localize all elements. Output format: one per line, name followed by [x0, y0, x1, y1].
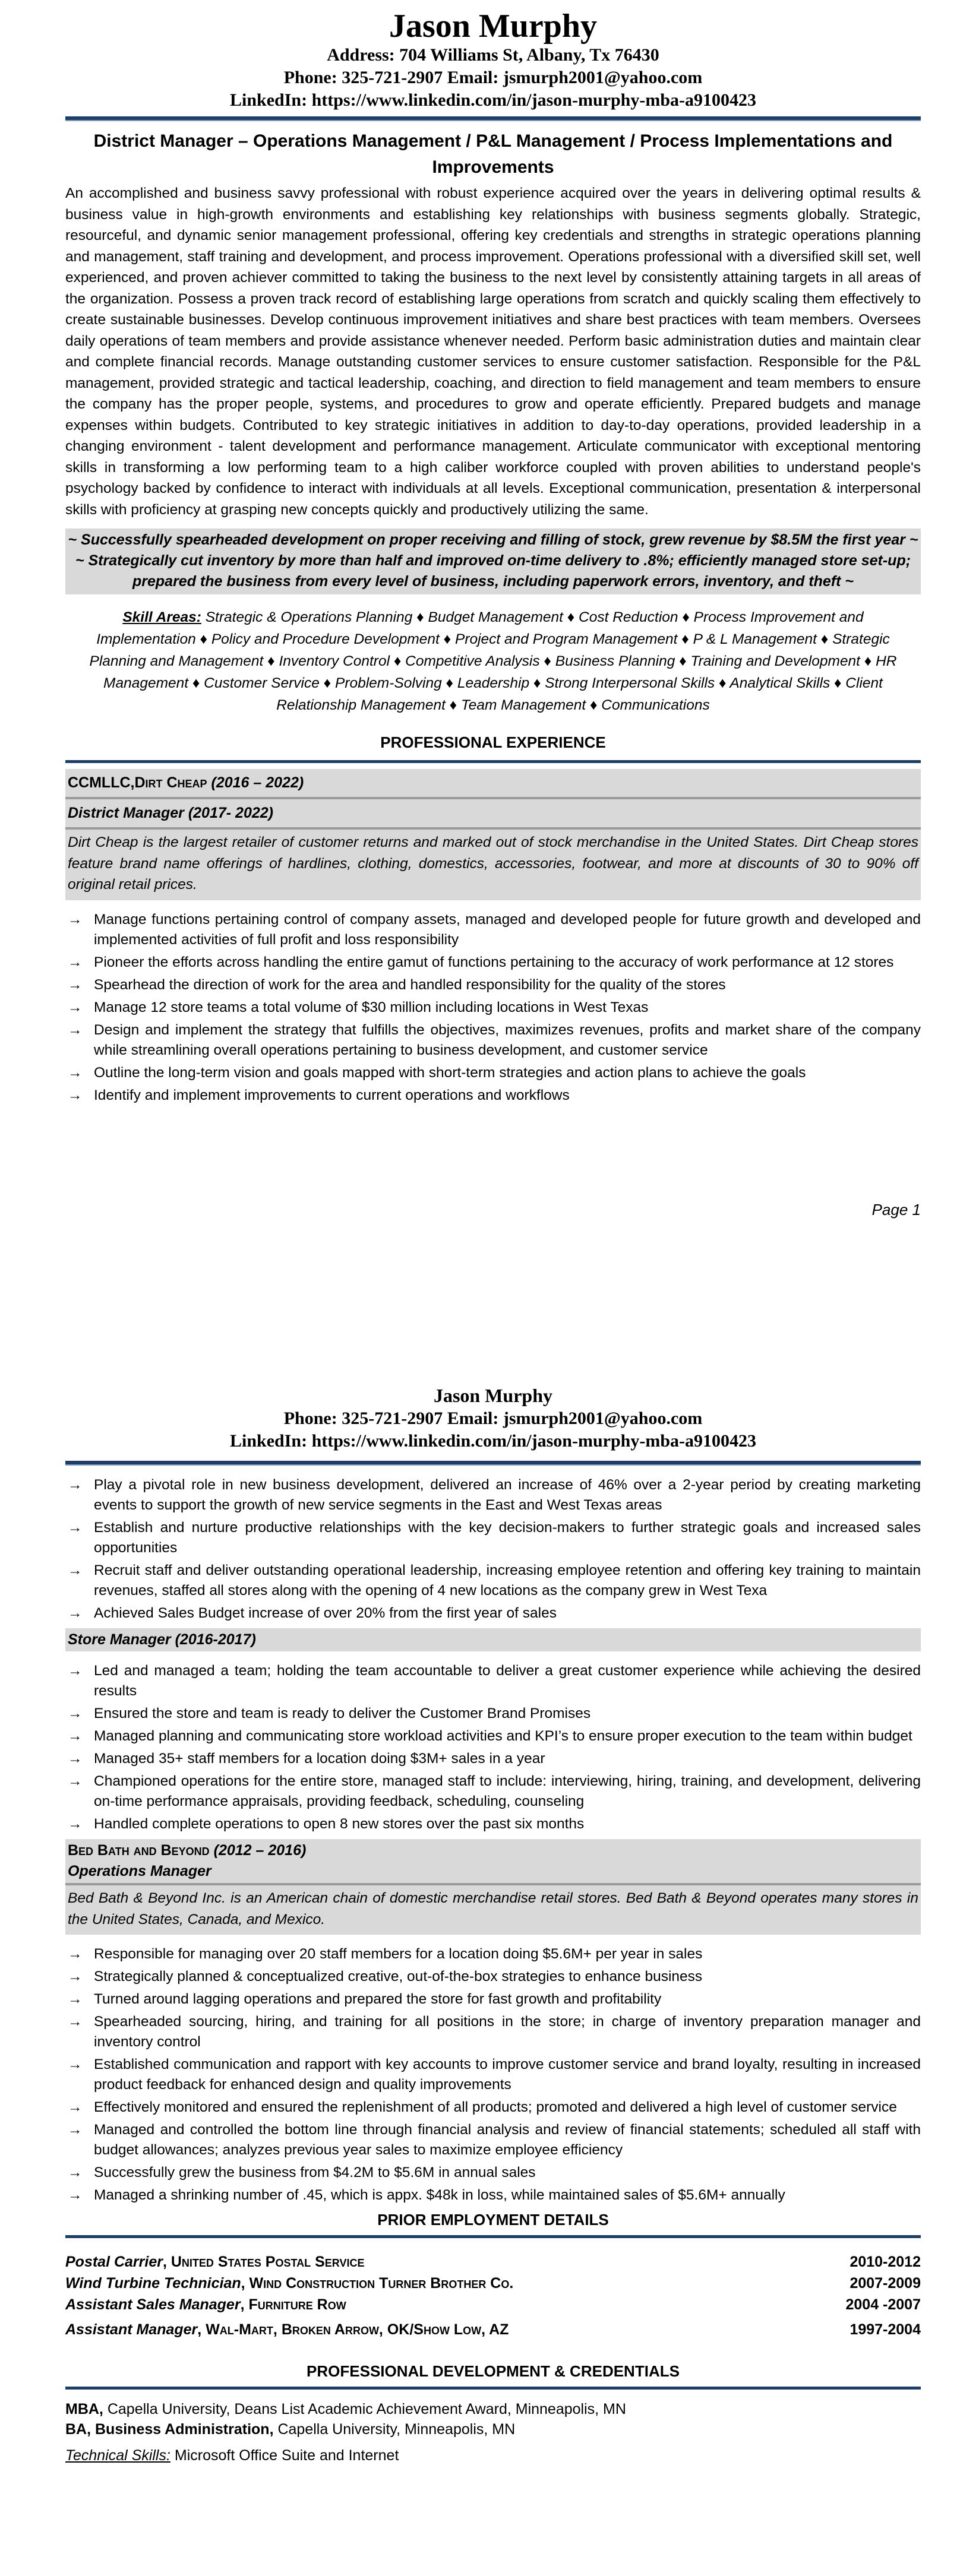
arrow-icon: → [68, 1087, 83, 1103]
list-item: → Managed and controlled the bottom line through financial analysis and review of financial statements; scheduled all staff with budget allowances; analyzes previous year sales to maximize employee efficiency [65, 2120, 921, 2160]
company-dates: (2016 – 2022) [207, 774, 304, 791]
list-item: → Managed planning and communicating store workload activities and KPI’s to ensure proper execution to the team within budget [65, 1726, 921, 1746]
list-item: → Manage functions pertaining control of company assets, managed and developed people for future growth and developed and implemented activities of full profit and loss responsibility [65, 910, 921, 950]
arrow-icon: → [68, 1064, 83, 1081]
arrow-icon: → [68, 1816, 83, 1832]
header-divider [65, 1461, 921, 1466]
job-role: Operations Manager [68, 1863, 211, 1879]
arrow-icon: → [68, 1751, 83, 1767]
arrow-icon: → [68, 1946, 83, 1962]
list-item: → Play a pivotal role in new business development, delivered an increase of 46% over a 2-year period by creating marketing events to support the growth of new service segments in the East and West Texas areas [65, 1475, 921, 1515]
resume-page-1 [65, 8, 921, 1108]
phone-email: Phone: 325-721-2907 Email: jsmurph2001@yahoo.com [283, 1409, 703, 1428]
achievement: ~ Strategically cut inventory by more than half and improved on-time delivery to .8%; efficiently managed store set-up; prepared the business from every level of business, including paperwork errors, inventory, and theft ~ [75, 552, 911, 590]
company-name: CCMLLC,Dirt Cheap [68, 774, 207, 791]
arrow-icon: → [68, 1477, 83, 1493]
prior-job-years: 2010-2012 [849, 2254, 921, 2270]
arrow-icon: → [68, 1605, 83, 1621]
prior-job-row: Postal Carrier, United States Postal Service 2010-2012 [65, 2251, 921, 2273]
phone-email: Phone: 325-721-2907 Email: jsmurph2001@yahoo.com [283, 68, 703, 87]
list-item: → Turned around lagging operations and prepared the store for fast growth and profitability [65, 1989, 921, 2009]
header-divider [65, 116, 921, 121]
achievement: ~ Successfully spearheaded development on proper receiving and filling of stock, grew revenue by $8.5M the first year ~ [68, 531, 918, 548]
skill-areas [71, 606, 915, 716]
prior-job-row: Assistant Sales Manager, Furniture Row 2004 -2007 [65, 2294, 921, 2315]
arrow-icon: → [68, 2122, 83, 2138]
arrow-icon: → [68, 2056, 83, 2072]
arrow-icon: → [68, 1021, 83, 1038]
arrow-icon: → [68, 1705, 83, 1721]
section-divider [65, 2387, 921, 2390]
arrow-icon: → [68, 2099, 83, 2115]
company-description: Bed Bath & Beyond Inc. is an American chain of domestic merchandise retail stores. Bed Bath & Beyond operates many stores in the United States, Canada, and Mexico. [65, 1885, 921, 1935]
prior-job-row: Assistant Manager, Wal-Mart, Broken Arrow, OK/Show Low, AZ 1997-2004 [65, 2319, 921, 2340]
company-dates: (2012 – 2016) [209, 1842, 307, 1859]
list-item: → Design and implement the strategy that fulfills the objectives, maximizes revenues, profits and market share of the company while streamlining overall operations pertaining to business development, and customer service [65, 1020, 921, 1061]
section-title-prior-employment: PRIOR EMPLOYMENT DETAILS [377, 2211, 609, 2229]
arrow-icon: → [68, 1991, 83, 2007]
prior-employment-list [65, 2251, 921, 2340]
arrow-icon: → [68, 2014, 83, 2030]
list-item: → Establish and nurture productive relationships with the key decision-makers to further strategic goals and increased sales opportunities [65, 1518, 921, 1558]
list-item: → Effectively monitored and ensured the replenishment of all products; promoted and delivered a high level of customer service [65, 2097, 921, 2118]
arrow-icon: → [68, 2187, 83, 2203]
list-item: → Responsible for managing over 20 staff members for a location doing $5.6M+ per year in sales [65, 1944, 921, 1964]
education-item: BA, Business Administration, Capella University, Minneapolis, MN [65, 2421, 516, 2438]
list-item: → Ensured the store and team is ready to deliver the Customer Brand Promises [65, 1704, 921, 1724]
prior-job-years: 2007-2009 [849, 2275, 921, 2292]
list-item: → Championed operations for the entire store, managed staff to include: interviewing, hiring, training, and development, delivering on-time performance appraisals, providing feedback, scheduling, counseling [65, 1771, 921, 1812]
resume-page-2 [65, 1384, 921, 2466]
job-role: Store Manager (2016-2017) [65, 1628, 921, 1651]
job-role: District Manager (2017- 2022) [65, 799, 921, 827]
section-title-experience: PROFESSIONAL EXPERIENCE [380, 733, 606, 751]
candidate-name: Jason Murphy [433, 1385, 553, 1406]
prior-job-years: 1997-2004 [849, 2321, 921, 2338]
candidate-name: Jason Murphy [389, 8, 598, 45]
technical-skills [65, 2445, 921, 2466]
technical-skills-value: Microsoft Office Suite and Internet [170, 2447, 399, 2464]
job-bullets [65, 1661, 921, 1834]
arrow-icon: → [68, 1969, 83, 1985]
list-item: → Strategically planned & conceptualized creative, out-of-the-box strategies to enhance business [65, 1967, 921, 1987]
arrow-icon: → [68, 1520, 83, 1536]
technical-skills-label: Technical Skills: [65, 2447, 170, 2464]
arrow-icon: → [68, 976, 83, 993]
arrow-icon: → [68, 1663, 83, 1679]
list-item: → Manage 12 store teams a total volume of $30 million including locations in West Texas [65, 998, 921, 1018]
section-divider [65, 760, 921, 763]
list-item: → Achieved Sales Budget increase of over 20% from the first year of sales [65, 1603, 921, 1624]
page-number: Page 1 [871, 1201, 921, 1219]
address: Address: 704 Williams St, Albany, Tx 76430 [327, 45, 659, 65]
list-item: → Recruit staff and deliver outstanding operational leadership, increasing employee retention and offering key training to maintain revenues, staffed all stores along with the opening of 4 new locations as the company grew in West Texa [65, 1561, 921, 1601]
linkedin: LinkedIn: https://www.linkedin.com/in/jason-murphy-mba-a9100423 [230, 1431, 756, 1451]
skill-areas-label: Skill Areas: [122, 609, 201, 625]
prior-job-years: 2004 -2007 [845, 2296, 921, 2313]
arrow-icon: → [68, 954, 83, 970]
skill-areas-list: Strategic & Operations Planning ♦ Budget Management ♦ Cost Reduction ♦ Process Improvement and Implementation ♦ Policy and Procedure Development ♦ Project and Program Management ♦ P & L Management ♦ Strategic Planning and Management ♦ Inventory Control ♦ Competitive Analysis ♦ Business Planning ♦ Training and Development ♦ HR Management ♦ Customer Service ♦ Problem-Solving ♦ Leadership ♦ Strong Interpersonal Skills ♦ Analytical Skills ♦ Client Relationship Management ♦ Team Management ♦ Communications [89, 609, 897, 713]
list-item: → Spearheaded sourcing, hiring, and training for all positions in the store; in charge of inventory preparation manager and inventory control [65, 2012, 921, 2052]
company-name: Bed Bath and Beyond [68, 1842, 210, 1859]
job-bullets [65, 910, 921, 1106]
section-divider [65, 2235, 921, 2238]
education-list [65, 2399, 921, 2439]
linkedin: LinkedIn: https://www.linkedin.com/in/jason-murphy-mba-a9100423 [230, 90, 756, 110]
list-item: → Successfully grew the business from $4.2M to $5.6M in annual sales [65, 2163, 921, 2183]
arrow-icon: → [68, 1728, 83, 1744]
company-description: Dirt Cheap is the largest retailer of customer returns and marked out of stock merchandise in the United States. Dirt Cheap stores feature brand name offerings of hardlines, clothing, domestics, accessories, footwear, and more at discounts of 30 to 90% off original retail prices. [65, 830, 921, 900]
list-item: → Outline the long-term vision and goals mapped with short-term strategies and action plans to achieve the goals [65, 1063, 921, 1083]
job-bullets [65, 1944, 921, 2205]
arrow-icon: → [68, 1562, 83, 1578]
arrow-icon: → [68, 1773, 83, 1789]
list-item: → Handled complete operations to open 8 new stores over the past six months [65, 1814, 921, 1834]
list-item: → Established communication and rapport with key accounts to improve customer service and brand loyalty, resulting in increased product feedback for enhanced design and quality improvements [65, 2055, 921, 2095]
section-title-credentials: PROFESSIONAL DEVELOPMENT & CREDENTIALS [307, 2362, 680, 2380]
education-item: MBA, Capella University, Deans List Academic Achievement Award, Minneapolis, MN [65, 2401, 626, 2417]
list-item: → Managed 35+ staff members for a location doing $3M+ sales in a year [65, 1749, 921, 1769]
list-item: → Spearhead the direction of work for the area and handled responsibility for the quality of the stores [65, 975, 921, 995]
headline: District Manager – Operations Management / P&L Management / Process Implementations and Improvements [93, 131, 893, 177]
arrow-icon: → [68, 999, 83, 1015]
arrow-icon: → [68, 2164, 83, 2181]
arrow-icon: → [68, 911, 83, 928]
job-company-header [65, 769, 921, 797]
job-company-header [65, 1839, 921, 1883]
key-achievements [65, 529, 921, 594]
prior-job-row: Wind Turbine Technician, Wind Construction Turner Brother Co. 2007-2009 [65, 2273, 921, 2294]
list-item: → Led and managed a team; holding the team accountable to deliver a great customer experience while achieving the desired results [65, 1661, 921, 1701]
list-item: → Managed a shrinking number of .45, which is appx. $48k in loss, while maintained sales of $5.6M+ annually [65, 2185, 921, 2205]
professional-summary: An accomplished and business savvy professional with robust experience acquired over the years in delivering optimal results & business value in high-growth environments and establishing key relationships with business segments globally. Strategic, resourceful, and dynamic senior management professional, offering key credentials and strengths in strategic operations planning and management, staff training and development, and process improvement. Operations professional with a diversified skill set, well experienced, and proven achiever committed to taking the business to the next level by consistently attaining targets in all areas of the organization. Possess a proven track record of establishing large operations from scratch and quickly scaling them effectively to create sustainable businesses. Develop continuous improvement initiatives and share best practices with team members. Oversees daily operations of team members and provide assistance whenever needed. Perform basic administration duties and maintain clear and complete financial records. Manage outstanding customer services to ensure customer satisfaction. Responsible for the P&L management, provided strategic and tactical leadership, coaching, and direction to field management and team members to ensure the company has the proper people, systems, and procedures to grow and operate efficiently. Prepared budgets and manage expenses within budgets. Contributed to key strategic initiatives in addition to day-to-day operations, provided leadership in a changing environment - talent development and performance management. Articulate communicator with exceptional mentoring skills in transforming a low performing team to a high caliber workforce coupled with proven abilities to understand people's psychology backed by confidence to interact with individuals at all levels. Exceptional communication, presentation & interpersonal skills with proficiency at grasping new concepts quickly and productively utilizing the same. [65, 185, 921, 518]
list-item: → Pioneer the efforts across handling the entire gamut of functions pertaining to the accuracy of work performance at 12 stores [65, 952, 921, 973]
job-bullets-continued [65, 1475, 921, 1624]
list-item: → Identify and implement improvements to current operations and workflows [65, 1086, 921, 1106]
